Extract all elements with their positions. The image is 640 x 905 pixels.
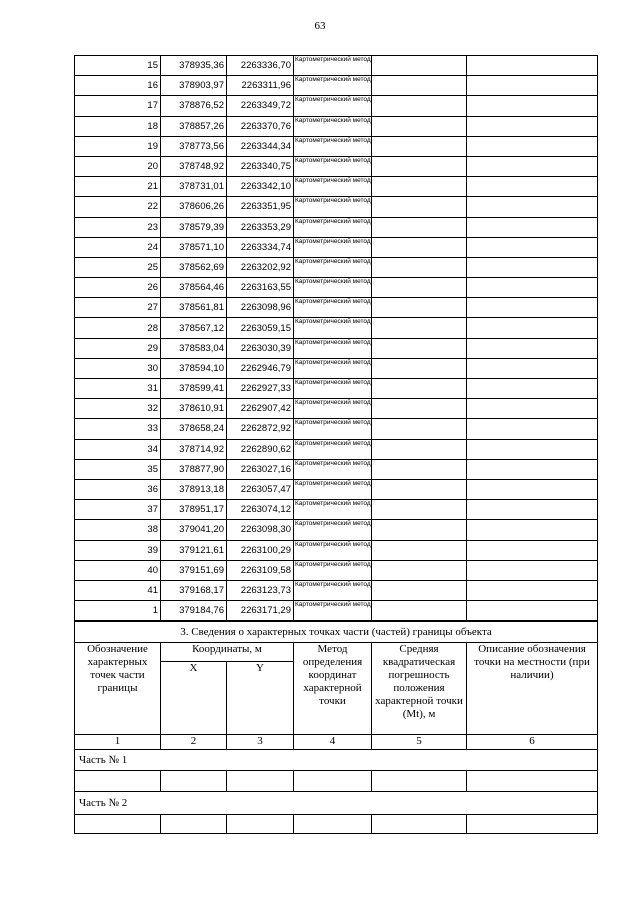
description-cell [467, 76, 598, 96]
method-cell: Картометрический метод [294, 439, 372, 459]
method-cell: Картометрический метод [294, 580, 372, 600]
accuracy-cell [372, 76, 467, 96]
point-number: 16 [75, 76, 161, 96]
method-cell: Картометрический метод [294, 96, 372, 116]
description-cell [467, 298, 598, 318]
coordinate-x: 378599,41 [161, 379, 227, 399]
accuracy-cell [372, 379, 467, 399]
accuracy-cell [372, 459, 467, 479]
description-cell [467, 156, 598, 176]
accuracy-cell [372, 520, 467, 540]
description-cell [467, 379, 598, 399]
method-cell: Картометрический метод [294, 237, 372, 257]
empty-cell [372, 771, 467, 792]
point-number: 35 [75, 459, 161, 479]
table-row [75, 399, 598, 419]
method-cell: Картометрический метод [294, 298, 372, 318]
coordinate-y: 2263098,96 [227, 298, 294, 318]
coordinate-y: 2263098,30 [227, 520, 294, 540]
table-row [75, 560, 598, 580]
table-row [75, 237, 598, 257]
description-cell [467, 338, 598, 358]
coordinate-y: 2262946,79 [227, 358, 294, 378]
empty-cell [75, 771, 161, 792]
coordinate-x: 378610,91 [161, 399, 227, 419]
coordinate-x: 378903,97 [161, 76, 227, 96]
description-cell [467, 56, 598, 76]
table-row [75, 379, 598, 399]
accuracy-cell [372, 298, 467, 318]
coordinate-x: 378564,46 [161, 278, 227, 298]
accuracy-cell [372, 439, 467, 459]
table-row [75, 257, 598, 277]
coordinate-x: 378714,92 [161, 439, 227, 459]
coordinate-x: 378658,24 [161, 419, 227, 439]
header-y: Y [227, 662, 294, 735]
method-cell: Картометрический метод [294, 156, 372, 176]
table-row [75, 197, 598, 217]
point-number: 26 [75, 278, 161, 298]
coordinate-y: 2263123,73 [227, 580, 294, 600]
coordinates-table [74, 55, 598, 621]
accuracy-cell [372, 318, 467, 338]
coordinate-x: 379168,17 [161, 580, 227, 600]
description-cell [467, 278, 598, 298]
method-cell: Картометрический метод [294, 459, 372, 479]
point-number: 34 [75, 439, 161, 459]
description-cell [467, 459, 598, 479]
empty-cell [467, 815, 598, 834]
description-cell [467, 520, 598, 540]
coordinate-x: 378606,26 [161, 197, 227, 217]
point-number: 19 [75, 136, 161, 156]
point-number: 25 [75, 257, 161, 277]
description-cell [467, 580, 598, 600]
table-row [75, 96, 598, 116]
header-method: Метод определения координат характерной точки [294, 643, 372, 735]
column-number-3: 3 [227, 735, 294, 750]
method-cell: Картометрический метод [294, 56, 372, 76]
accuracy-cell [372, 257, 467, 277]
accuracy-cell [372, 96, 467, 116]
coordinate-y: 2262890,62 [227, 439, 294, 459]
coordinate-y: 2263344,34 [227, 136, 294, 156]
method-cell: Картометрический метод [294, 379, 372, 399]
table-row [75, 76, 598, 96]
coordinate-y: 2263027,16 [227, 459, 294, 479]
header-description: Описание обозначения точки на местности (при наличии) [467, 643, 598, 735]
table-row [75, 217, 598, 237]
point-number: 18 [75, 116, 161, 136]
method-cell: Картометрический метод [294, 500, 372, 520]
accuracy-cell [372, 177, 467, 197]
description-cell [467, 399, 598, 419]
description-cell [467, 419, 598, 439]
accuracy-cell [372, 540, 467, 560]
coordinate-y: 2263336,70 [227, 56, 294, 76]
point-number: 22 [75, 197, 161, 217]
point-number: 31 [75, 379, 161, 399]
coordinate-y: 2263370,76 [227, 116, 294, 136]
coordinate-y: 2263353,29 [227, 217, 294, 237]
header-accuracy: Средняя квадратическая погрешность положения характерной точки (Mt), м [372, 643, 467, 735]
method-cell: Картометрический метод [294, 540, 372, 560]
method-cell: Картометрический метод [294, 257, 372, 277]
point-number: 29 [75, 338, 161, 358]
coordinate-x: 378579,39 [161, 217, 227, 237]
method-cell: Картометрический метод [294, 116, 372, 136]
method-cell: Картометрический метод [294, 520, 372, 540]
table-row [75, 177, 598, 197]
coordinate-x: 378731,01 [161, 177, 227, 197]
column-number-4: 4 [294, 735, 372, 750]
header-x: X [161, 662, 227, 735]
coordinate-y: 2263340,75 [227, 156, 294, 176]
description-cell [467, 479, 598, 499]
point-number: 27 [75, 298, 161, 318]
method-cell: Картометрический метод [294, 318, 372, 338]
table-row [75, 580, 598, 600]
point-number: 24 [75, 237, 161, 257]
table-row [75, 439, 598, 459]
table-row [75, 56, 598, 76]
column-number-5: 5 [372, 735, 467, 750]
point-number: 38 [75, 520, 161, 540]
method-cell: Картометрический метод [294, 278, 372, 298]
accuracy-cell [372, 136, 467, 156]
coordinate-y: 2263351,95 [227, 197, 294, 217]
coordinate-x: 378935,36 [161, 56, 227, 76]
coordinate-y: 2263059,15 [227, 318, 294, 338]
description-cell [467, 177, 598, 197]
coordinate-y: 2263349,72 [227, 96, 294, 116]
table-row [75, 540, 598, 560]
point-number: 33 [75, 419, 161, 439]
table-row [75, 419, 598, 439]
table-row [75, 601, 598, 621]
description-cell [467, 439, 598, 459]
coordinate-y: 2263171,29 [227, 601, 294, 621]
method-cell: Картометрический метод [294, 479, 372, 499]
table-row [75, 479, 598, 499]
header-designation: Обозначение характерных точек части границы [75, 643, 161, 735]
empty-cell [75, 815, 161, 834]
accuracy-cell [372, 56, 467, 76]
coordinate-x: 378594,10 [161, 358, 227, 378]
header-coordinates: Координаты, м [161, 643, 294, 662]
accuracy-cell [372, 338, 467, 358]
point-number: 37 [75, 500, 161, 520]
coordinate-y: 2263109,58 [227, 560, 294, 580]
empty-cell [161, 771, 227, 792]
coordinate-x: 378561,81 [161, 298, 227, 318]
method-cell: Картометрический метод [294, 560, 372, 580]
point-number: 23 [75, 217, 161, 237]
accuracy-cell [372, 500, 467, 520]
coordinate-x: 378583,04 [161, 338, 227, 358]
column-number-1: 1 [75, 735, 161, 750]
description-cell [467, 500, 598, 520]
coordinate-y: 2263202,92 [227, 257, 294, 277]
point-number: 20 [75, 156, 161, 176]
coordinate-x: 379041,20 [161, 520, 227, 540]
empty-cell [227, 771, 294, 792]
coordinate-x: 378748,92 [161, 156, 227, 176]
table-row [75, 358, 598, 378]
coordinate-y: 2263100,29 [227, 540, 294, 560]
section-title: 3. Сведения о характерных точках части (частей) границы объекта [75, 622, 598, 643]
table-row [75, 298, 598, 318]
point-number: 17 [75, 96, 161, 116]
method-cell: Картометрический метод [294, 136, 372, 156]
method-cell: Картометрический метод [294, 76, 372, 96]
method-cell: Картометрический метод [294, 217, 372, 237]
coordinate-y: 2263074,12 [227, 500, 294, 520]
part-2-label: Часть № 2 [75, 792, 598, 815]
coordinate-y: 2263163,55 [227, 278, 294, 298]
table-row [75, 116, 598, 136]
description-cell [467, 318, 598, 338]
table-row [75, 136, 598, 156]
description-cell [467, 237, 598, 257]
accuracy-cell [372, 580, 467, 600]
column-number-6: 6 [467, 735, 598, 750]
coordinate-y: 2262872,92 [227, 419, 294, 439]
description-cell [467, 601, 598, 621]
empty-cell [161, 815, 227, 834]
method-cell: Картометрический метод [294, 177, 372, 197]
point-number: 15 [75, 56, 161, 76]
coordinate-y: 2262907,42 [227, 399, 294, 419]
table-row [75, 459, 598, 479]
description-cell [467, 96, 598, 116]
coordinate-x: 378951,17 [161, 500, 227, 520]
coordinate-x: 378857,26 [161, 116, 227, 136]
empty-cell [294, 815, 372, 834]
accuracy-cell [372, 156, 467, 176]
coordinate-y: 2263311,96 [227, 76, 294, 96]
coordinate-x: 378877,90 [161, 459, 227, 479]
point-number: 36 [75, 479, 161, 499]
description-cell [467, 358, 598, 378]
accuracy-cell [372, 419, 467, 439]
column-number-2: 2 [161, 735, 227, 750]
accuracy-cell [372, 278, 467, 298]
point-number: 32 [75, 399, 161, 419]
table-row [75, 338, 598, 358]
coordinate-x: 378913,18 [161, 479, 227, 499]
description-cell [467, 116, 598, 136]
empty-cell [227, 815, 294, 834]
coordinate-x: 378562,69 [161, 257, 227, 277]
method-cell: Картометрический метод [294, 338, 372, 358]
empty-cell [372, 815, 467, 834]
method-cell: Картометрический метод [294, 358, 372, 378]
accuracy-cell [372, 358, 467, 378]
table-row [75, 520, 598, 540]
coordinate-x: 379121,61 [161, 540, 227, 560]
coordinate-y: 2263030,39 [227, 338, 294, 358]
description-cell [467, 217, 598, 237]
description-cell [467, 257, 598, 277]
coordinate-y: 2263334,74 [227, 237, 294, 257]
page-number: 63 [314, 20, 326, 32]
point-number: 28 [75, 318, 161, 338]
accuracy-cell [372, 217, 467, 237]
table-row [75, 156, 598, 176]
point-number: 1 [75, 601, 161, 621]
coordinate-x: 378567,12 [161, 318, 227, 338]
method-cell: Картометрический метод [294, 399, 372, 419]
method-cell: Картометрический метод [294, 419, 372, 439]
accuracy-cell [372, 399, 467, 419]
accuracy-cell [372, 479, 467, 499]
method-cell: Картометрический метод [294, 601, 372, 621]
coordinate-y: 2263342,10 [227, 177, 294, 197]
description-cell [467, 540, 598, 560]
coordinate-x: 379184,76 [161, 601, 227, 621]
accuracy-cell [372, 601, 467, 621]
coordinate-y: 2262927,33 [227, 379, 294, 399]
point-number: 41 [75, 580, 161, 600]
description-cell [467, 136, 598, 156]
empty-cell [467, 771, 598, 792]
description-cell [467, 197, 598, 217]
table-row [75, 500, 598, 520]
point-number: 40 [75, 560, 161, 580]
table-row [75, 278, 598, 298]
method-cell: Картометрический метод [294, 197, 372, 217]
empty-cell [294, 771, 372, 792]
coordinate-x: 378876,52 [161, 96, 227, 116]
parts-points-table [74, 621, 598, 834]
point-number: 30 [75, 358, 161, 378]
coordinate-x: 378571,10 [161, 237, 227, 257]
point-number: 21 [75, 177, 161, 197]
coordinate-x: 378773,56 [161, 136, 227, 156]
accuracy-cell [372, 116, 467, 136]
accuracy-cell [372, 197, 467, 217]
coordinate-x: 379151,69 [161, 560, 227, 580]
point-number: 39 [75, 540, 161, 560]
accuracy-cell [372, 560, 467, 580]
coordinate-y: 2263057,47 [227, 479, 294, 499]
part-1-label: Часть № 1 [75, 750, 598, 771]
description-cell [467, 560, 598, 580]
table-row [75, 318, 598, 338]
accuracy-cell [372, 237, 467, 257]
